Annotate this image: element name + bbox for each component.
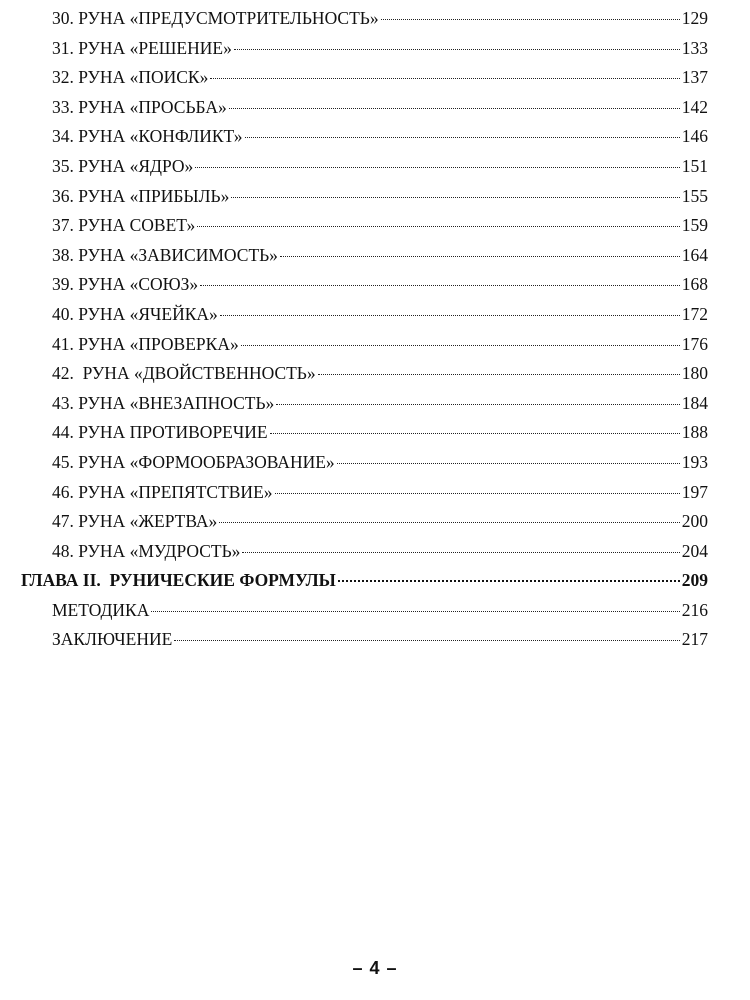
toc-entry-label: 35. РУНА «ЯДРО» [52, 155, 194, 176]
dot-leader [275, 492, 680, 494]
toc-entry-page: 176 [681, 333, 708, 354]
dot-leader [151, 610, 679, 612]
table-of-contents [0, 4, 750, 655]
toc-subsection-label: МЕТОДИКА [52, 599, 150, 620]
toc-entry[interactable] [0, 241, 750, 271]
toc-entry-label: 30. РУНА «ПРЕДУСМОТРИТЕЛЬНОСТЬ» [52, 8, 379, 28]
toc-entry-page: 146 [681, 126, 708, 147]
dot-leader [245, 136, 680, 138]
toc-entry-label: 37. РУНА СОВЕТ» [52, 215, 196, 236]
dot-leader [337, 462, 680, 464]
dot-leader [231, 196, 679, 198]
toc-entry[interactable] [0, 300, 750, 330]
toc-chapter-page: 209 [681, 570, 708, 591]
page-number: – 4 – [352, 958, 398, 978]
toc-entry[interactable] [0, 330, 750, 360]
toc-entry-page: 188 [681, 422, 708, 443]
toc-entry[interactable] [0, 418, 750, 448]
toc-entry-label: 40. РУНА «ЯЧЕЙКА» [52, 303, 218, 324]
dot-leader [318, 373, 680, 375]
toc-entry[interactable] [0, 478, 750, 508]
dot-leader [197, 225, 680, 227]
dot-leader [229, 107, 680, 109]
dot-leader [270, 432, 680, 434]
toc-entry[interactable] [0, 122, 750, 152]
dot-leader [280, 255, 680, 257]
toc-entry-page: 197 [681, 481, 708, 502]
toc-entry-page: 204 [681, 540, 708, 561]
toc-entry-label: 48. РУНА «МУДРОСТЬ» [52, 540, 241, 561]
toc-entry[interactable] [0, 182, 750, 212]
dot-leader [220, 314, 680, 316]
dot-leader [241, 344, 680, 346]
toc-entry[interactable] [0, 93, 750, 123]
dot-leader [195, 166, 679, 168]
dot-leader [234, 48, 680, 50]
dot-leader [174, 639, 679, 641]
toc-entry[interactable] [0, 63, 750, 93]
toc-entry-label: 34. РУНА «КОНФЛИКТ» [52, 126, 243, 147]
toc-entry-page: 193 [681, 451, 708, 472]
dot-leader [381, 18, 680, 20]
toc-entry-label: 38. РУНА «ЗАВИСИМОСТЬ» [52, 244, 278, 265]
toc-entry-label: 47. РУНА «ЖЕРТВА» [52, 511, 218, 532]
toc-subsection-conclusion[interactable] [0, 625, 750, 655]
dot-leader [219, 521, 679, 523]
toc-entry-page: 164 [681, 244, 708, 265]
toc-entry-label: 42. РУНА «ДВОЙСТВЕННОСТЬ» [52, 363, 316, 384]
toc-entry-page: 133 [681, 37, 708, 58]
toc-entry-page: 151 [681, 155, 708, 176]
toc-entry[interactable] [0, 211, 750, 241]
toc-entry-page: 159 [681, 215, 708, 236]
dot-leader [210, 77, 679, 79]
toc-entry-page: 200 [681, 511, 708, 532]
toc-entry-label: 45. РУНА «ФОРМООБРАЗОВАНИЕ» [52, 451, 335, 472]
toc-entry-label: 32. РУНА «ПОИСК» [52, 67, 209, 88]
toc-entry[interactable] [0, 4, 750, 34]
toc-entry-label: 43. РУНА «ВНЕЗАПНОСТЬ» [52, 392, 275, 413]
toc-entry[interactable] [0, 359, 750, 389]
toc-entry-page: 172 [681, 303, 708, 324]
toc-entry-label: 46. РУНА «ПРЕПЯТСТВИЕ» [52, 481, 273, 502]
toc-entry-page: 168 [681, 274, 708, 295]
toc-entry-label: 31. РУНА «РЕШЕНИЕ» [52, 37, 232, 58]
toc-entry-page: 142 [681, 96, 708, 117]
dot-leader [276, 403, 680, 405]
toc-entry[interactable] [0, 34, 750, 64]
toc-entry[interactable] [0, 270, 750, 300]
dot-leader [200, 284, 680, 286]
toc-subsection-label: ЗАКЛЮЧЕНИЕ [52, 629, 173, 650]
dot-leader [242, 551, 679, 553]
toc-entry-label: 41. РУНА «ПРОВЕРКА» [52, 333, 239, 354]
toc-entry-label: 44. РУНА ПРОТИВОРЕЧИЕ [52, 422, 268, 443]
toc-entry[interactable] [0, 152, 750, 182]
toc-entry-label: 36. РУНА «ПРИБЫЛЬ» [52, 185, 230, 206]
toc-chapter-heading[interactable] [0, 566, 750, 596]
toc-entry-page: 137 [681, 67, 708, 88]
toc-entry-label: 39. РУНА «СОЮЗ» [52, 274, 199, 295]
toc-subsection-page: 217 [681, 629, 708, 650]
toc-entry[interactable] [0, 537, 750, 567]
toc-entry-page: 184 [681, 392, 708, 413]
toc-entry-page: 129 [681, 8, 708, 28]
toc-subsection-methodology[interactable] [0, 596, 750, 626]
toc-entry-page: 180 [681, 363, 708, 384]
toc-entry-label: 33. РУНА «ПРОСЬБА» [52, 96, 227, 117]
toc-entry-page: 155 [681, 185, 708, 206]
toc-subsection-page: 216 [681, 599, 708, 620]
toc-chapter-label: ГЛАВА II. РУНИЧЕСКИЕ ФОРМУЛЫ [21, 570, 336, 591]
toc-entry[interactable] [0, 448, 750, 478]
dot-leader [338, 579, 680, 582]
toc-entry[interactable] [0, 389, 750, 419]
toc-entry[interactable] [0, 507, 750, 537]
